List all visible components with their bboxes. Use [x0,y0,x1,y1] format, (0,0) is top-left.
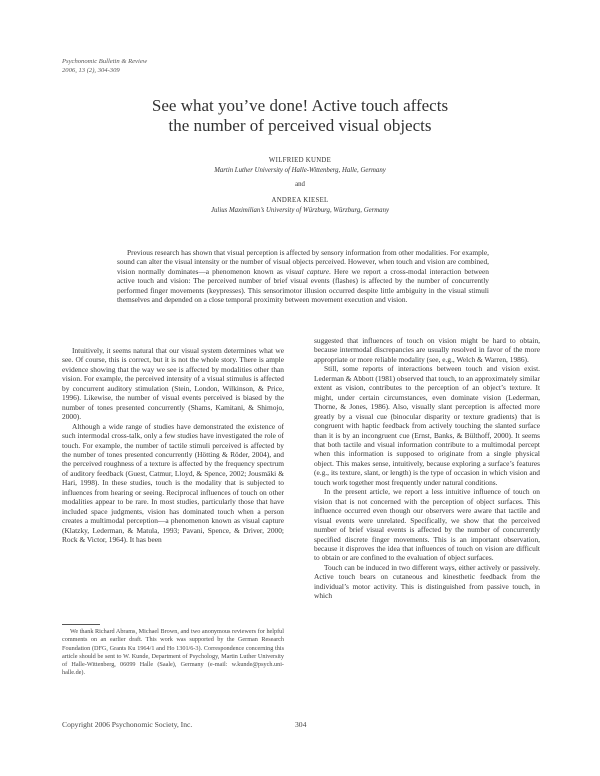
authors-join: and [295,181,305,188]
author-1-name: WILFRIED KUNDE [268,157,332,164]
author-1-affiliation: Martin Luther University of Halle-Wittenberg, Halle, Germany [214,167,386,174]
body-paragraph: suggested that influences of touch on vision might be hard to obtain, because intermodal discrepancies are usually resolved in favor of the more appropriate or more reliable modality (see, e.g., Welch & Warren, 1986). [314,336,540,364]
body-paragraph: Although a wide range of studies have demonstrated the existence of such intermodal cross-talk, only a few studies have investigated the role of touch. For example, the number of tactile stimuli perceived is affected by the number of tones presented concurrently (Hötting & Röder, 2004), and the perceived roughness of a texture is affected by the frequency spectrum of auditory feedback (Guest, Catmur, Lloyd, & Spence, 2002; Jousmäki & Hari, 1998). In these studies, touch is the modality that is subjected to influences from hearing or seeing. Reciprocal influences of touch on other modalities appear to be rare. In most studies, particularly those that have included space judgments, vision has dominated touch when a person creates a multimodal perception—a phenomenon known as visual capture (Klatzky, Lederman, & Matula, 1993; Pavani, Spence, & Driver, 2000; Rock & Victor, 1964). It has been [62,421,284,545]
journal-citation: 2006, 13 (2), 304-309 [62,66,120,74]
page-number: 304 [295,720,307,729]
title-line-2: the number of perceived visual objects [168,116,432,135]
footer-copyright: Copyright 2006 Psychonomic Society, Inc. [62,720,193,729]
footnote-text: We thank Richard Abrams, Michael Brown, and two anonymous reviewers for helpful comments on an earlier draft. This work was supported by the German Research Foundation (DFG, Grants Ku 1964/1 and Ho 1301/6-3). Correspondence concerning this article should be sent to W. Kunde, Department of Psychology, Martin Luther University of Halle-Wittenberg, 06099 Halle (Saale), Germany (e-mail: w.kunde@psych.uni-halle.de). [62,628,284,677]
article-title [60,96,540,136]
abstract-text-part-2: . Here we report a cross-modal interaction between active touch and vision: The perceived number of brief visual events (flashes) is affected by the number of concurrently performed finger movements (keypresses). This sensorimotor illusion occurred despite little ambiguity in the visual stimuli themselves and depended on a close temporal proximity between movement execution and vision. [117,266,489,305]
footnote-rule [62,624,100,625]
body-column-right [314,336,540,601]
author-2-affiliation: Julius Maximilian’s University of Würzburg, Würzburg, Germany [211,207,389,214]
body-paragraph: Still, some reports of interactions between touch and vision exist. Lederman & Abbott (1981) observed that touch, to an approximately similar extent as vision, contributes to the perception of an object’s texture. It might, under certain circumstances, even dominate vision (Lederman, Thorne, & Jones, 1986). Also, visually slant perception is affected more greatly by a visual cue (binocular disparity or texture gradients) that is congruent with haptic feedback from actively touching the slanted surface than it is by an incongruent cue (Ernst, Banks, & Bülthoff, 2000). It seems that both tactile and visual information contribute to a multimodal percept when this information is supposed to originate from a single physical object. This makes sense, intuitively, because exploring a surface’s features (e.g., its texture, slant, or length) is the type of occasion in which vision and touch work together most frequently under natural conditions. [314,364,540,487]
journal-header [62,58,147,75]
abstract [117,248,489,304]
journal-name: Psychonomic Bulletin & Review [62,58,148,65]
body-paragraph: Intuitively, it seems natural that our visual system determines what we see. Of course, this is correct, but it is not the whole story. There is ample evidence showing that the way we see is affected by modalities other than vision. For example, the perceived intensity of a visual stimulus is affected by concurrent auditory stimulation (Stein, London, Wilkinson, & Price, 1996). Likewise, the number of visual events perceived is biased by the number of tones presented concurrently (Shams, Kamitani, & Shimojo, 2000). [62,346,284,422]
body-paragraph: Touch can be induced in two different ways, either actively or passively. Active touch bears on cutaneous and kinesthetic feedback from the individual’s motor activity. This is distinguished from passive touch, in which [314,562,540,601]
author-2-name: ANDREA KIESEL [271,197,329,204]
body-paragraph: In the present article, we report a less intuitive influence of touch on vision that is not concerned with the perception of object surfaces. This influence occurred even though our observers were aware that tactile and visual events were unrelated. Specifically, we show that the perceived number of brief visual events is affected by the number of concurrently specified discrete finger movements. This is an important observation, because it disproves the idea that influences of touch on vision are difficult to obtain or are confined to the evaluation of object surfaces. [314,487,540,563]
body-column-left [62,346,284,545]
abstract-text-part-1: Previous research has shown that visual perception is affected by sensory information from other modalities. For example, sound can alter the visual intensity or the number of visual objects perceived. However, when touch and vision are combined, vision normally dominates—a phenomenon known as [117,248,489,276]
footnote [62,628,284,678]
abstract-paragraph [117,248,489,304]
abstract-emphasis: visual capture [285,266,330,276]
title-line-1: See what you’ve done! Active touch affects [151,96,449,115]
